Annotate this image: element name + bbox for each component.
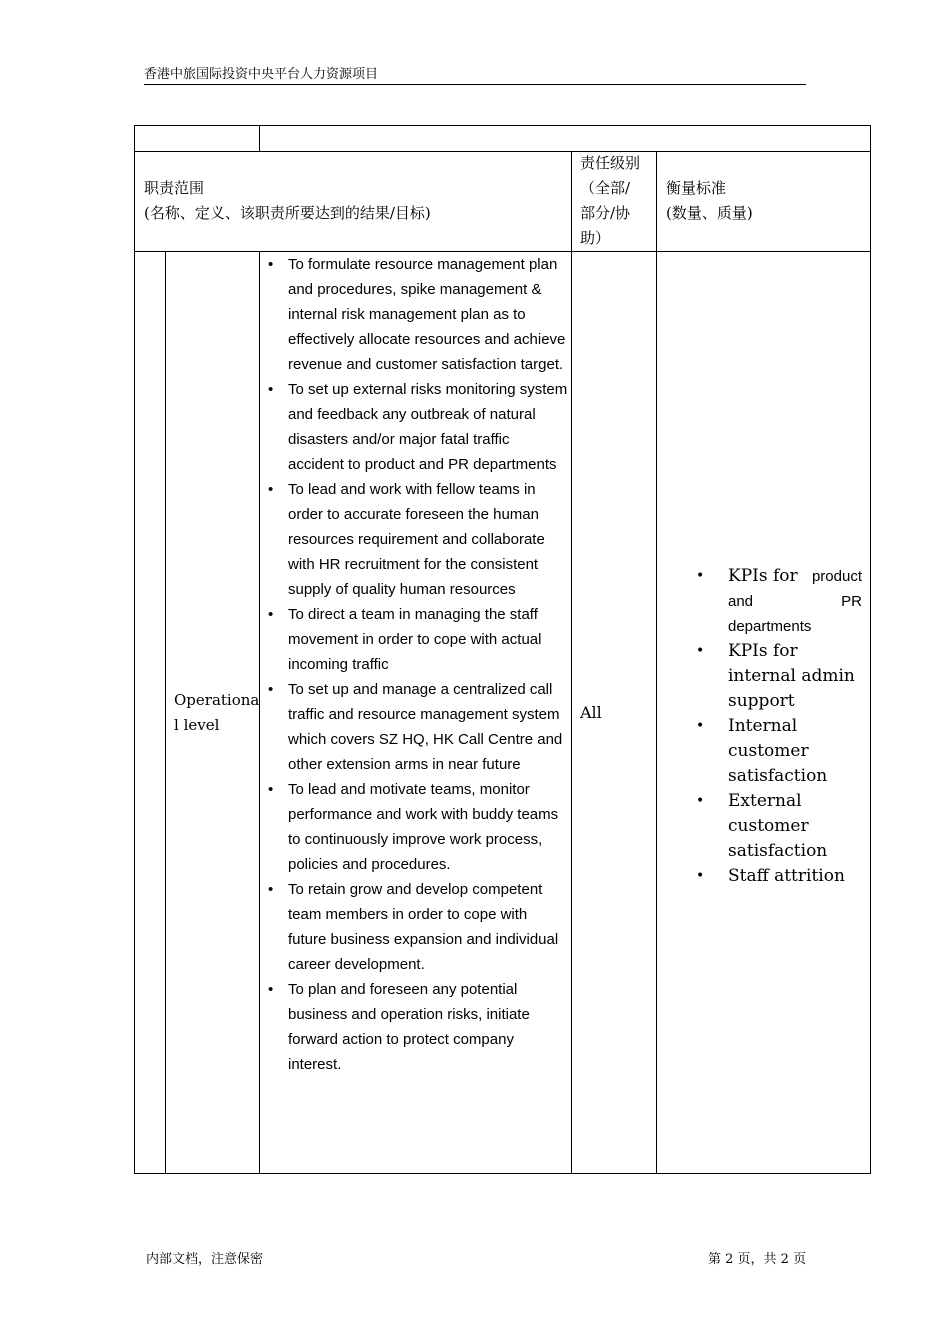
kpi-item: • KPIs for internal admin support: [692, 639, 862, 714]
measure-header-cell: [666, 176, 866, 226]
kpi-1-part-b: product: [811, 568, 862, 585]
duty-item: • To set up external risks monitoring system and feedback any outbreak of natural disasters and/or major fatal traffic accident to product and PR departments: [260, 377, 568, 477]
measure-header-title: 衡量标准: [666, 179, 727, 197]
level-header-cell: [580, 151, 654, 251]
page-header: [144, 66, 806, 85]
duty-item: • To set up and manage a centralized call traffic and resource management system which covers SZ HQ, HK Call Centre and other extension arms in near future: [260, 677, 568, 777]
category-cell: [174, 688, 258, 738]
level-header-line2: （全部/: [580, 179, 631, 197]
duties-cell: [260, 252, 568, 1077]
level-header-title: 责任级别: [580, 154, 641, 172]
category-line2: l level: [174, 716, 220, 734]
duties-list: [260, 252, 568, 1077]
footer-page-number: [708, 1248, 806, 1267]
kpi-1-part-e: departments: [728, 618, 812, 635]
kpi-1-part-d: PR: [841, 593, 862, 610]
scope-header-title: 职责范围: [144, 179, 205, 197]
duty-item: • To retain grow and develop competent team members in order to cope with future business expansion and individual career development.: [260, 877, 568, 977]
category-line1: Operationa: [174, 691, 260, 709]
kpi-1-part-c: and: [728, 593, 754, 610]
footer-left-text: 内部文档，注意保密: [146, 1252, 264, 1267]
level-value-cell: [580, 700, 650, 725]
kpi-item: • Staff attrition: [692, 864, 862, 889]
kpi-item: • Internal customer satisfaction: [692, 714, 862, 789]
measure-header-subtitle: (数量、质量): [666, 204, 753, 222]
scope-header-subtitle: (名称、定义、该职责所要达到的结果/目标): [144, 204, 431, 222]
duty-item: • To direct a team in managing the staff movement in order to cope with actual incoming traffic: [260, 602, 568, 677]
duty-item: • To lead and motivate teams, monitor performance and work with buddy teams to continuously improve work process, policies and procedures.: [260, 777, 568, 877]
kpi-cell: [692, 564, 862, 889]
kpi-1-part-a: • KPIs for: [728, 566, 798, 586]
kpi-item: • External customer satisfaction: [692, 789, 862, 864]
footer-confidential: [146, 1248, 263, 1267]
level-header-line4: 助）: [580, 229, 611, 247]
scope-header-cell: [144, 176, 564, 226]
level-header-line3: 部分/协: [580, 204, 631, 222]
kpi-list: [692, 564, 862, 889]
kpi-item: [692, 564, 862, 639]
header-title: 香港中旅国际投资中央平台人力资源项目: [144, 67, 379, 82]
duty-item: • To formulate resource management plan and procedures, spike management & internal risk management plan as to effectively allocate resources and achieve revenue and customer satisfaction target.: [260, 252, 568, 377]
level-value: All: [580, 703, 602, 722]
duty-item: • To plan and foreseen any potential business and operation risks, initiate forward action to protect company interest.: [260, 977, 568, 1077]
duty-item: • To lead and work with fellow teams in order to accurate foreseen the human resources requirement and collaborate with HR recruitment for the consistent supply of quality human resources: [260, 477, 568, 602]
footer-right-text: 第 2 页，共 2 页: [708, 1252, 807, 1267]
